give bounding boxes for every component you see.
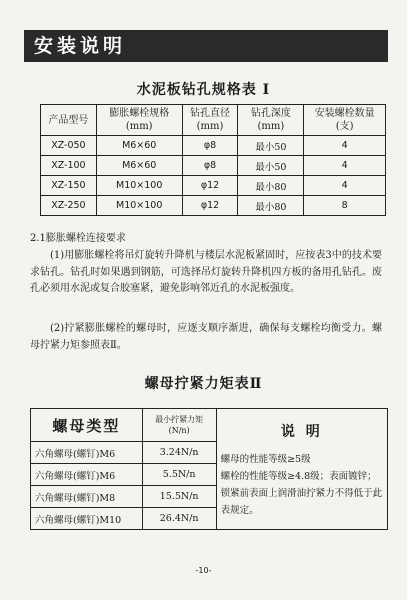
cell-bolt-spec: M10×100 (96, 196, 182, 216)
paragraph-1: (1)用膨胀螺栓将吊灯旋转升降机与楼层水泥板紧固时，应按表3中的技术要求钻孔。钻孔时如果遇到钢筋，可选择吊灯旋转升降机四方板的备用孔钻孔。废孔必须用水泥或复合胶塞紧，避免影响邻近孔的水泥板强度。 (30, 250, 382, 294)
section-heading: 2.1膨胀螺栓连接要求 (30, 233, 126, 244)
cell-bolt-count: 4 (304, 176, 386, 196)
cell-bolt-count: 8 (304, 196, 386, 216)
header-nut-type: 螺母类型 (31, 409, 143, 442)
section-title: 安装说明 (34, 35, 127, 57)
cell-model: XZ-150 (41, 176, 97, 196)
cell-nut-type: 六角螺母(螺钉)M6 (31, 442, 143, 464)
cell-hole-diameter: φ8 (182, 156, 238, 176)
cell-hole-diameter: φ12 (182, 176, 238, 196)
cell-hole-depth: 最小50 (238, 136, 304, 156)
cell-hole-diameter: φ12 (182, 196, 238, 216)
table-header-row (31, 409, 388, 442)
torque-table (30, 408, 388, 530)
cell-torque: 26.4N/n (142, 508, 216, 530)
cell-nut-type: 六角螺母(螺钉)M8 (31, 486, 143, 508)
table-row (41, 176, 386, 196)
cell-bolt-count: 4 (304, 136, 386, 156)
cell-bolt-count: 4 (304, 156, 386, 176)
table2-title: 螺母拧紧力矩表Ⅱ (144, 376, 263, 392)
paragraph-2: (2)拧紧膨胀螺栓的螺母时，应逐支顺序渐进，确保每支螺栓均衡受力。螺母拧紧力矩参照表Ⅱ。 (30, 323, 382, 351)
header-hole-diameter: 钻孔直径 (mm) (182, 105, 238, 136)
cell-hole-diameter: φ8 (182, 136, 238, 156)
notes-title: 说 明 (280, 424, 323, 440)
cell-bolt-spec: M10×100 (96, 176, 182, 196)
cell-nut-type: 六角螺母(螺钉)M10 (31, 508, 143, 530)
cell-bolt-spec: M6×60 (96, 156, 182, 176)
header-model: 产品型号 (41, 105, 97, 136)
cell-bolt-spec: M6×60 (96, 136, 182, 156)
cell-hole-depth: 最小80 (238, 176, 304, 196)
drilling-spec-table (40, 104, 386, 216)
cell-hole-depth: 最小80 (238, 196, 304, 216)
notes-line: 螺栓的性能等级≥4.8级；表面镀锌；锁紧前表面上润滑油拧紧力不得低于此表规定。 (220, 471, 383, 516)
section-header-bar (24, 30, 388, 62)
table1-title: 水泥板钻孔规格表 I (136, 82, 271, 98)
cell-torque: 5.5N/n (142, 464, 216, 486)
notes-cell (216, 409, 387, 530)
cell-torque: 3.24N/n (142, 442, 216, 464)
notes-line: 螺母的性能等级≥5级 (220, 454, 311, 465)
table-row (41, 156, 386, 176)
cell-hole-depth: 最小50 (238, 156, 304, 176)
header-bolt-spec: 膨胀螺栓规格 (mm) (96, 105, 182, 136)
table-row (41, 196, 386, 216)
cell-model: XZ-250 (41, 196, 97, 216)
cell-torque: 15.5N/n (142, 486, 216, 508)
header-min-torque: 最小拧紧力矩 (N/n) (142, 409, 216, 442)
header-bolt-count: 安装螺栓数量 (支) (304, 105, 386, 136)
cell-model: XZ-050 (41, 136, 97, 156)
page-number: -10- (195, 566, 212, 575)
table-header-row (41, 105, 386, 136)
cell-model: XZ-100 (41, 156, 97, 176)
header-hole-depth: 钻孔深度 (mm) (238, 105, 304, 136)
cell-nut-type: 六角螺母(螺钉)M6 (31, 464, 143, 486)
table-row (41, 136, 386, 156)
